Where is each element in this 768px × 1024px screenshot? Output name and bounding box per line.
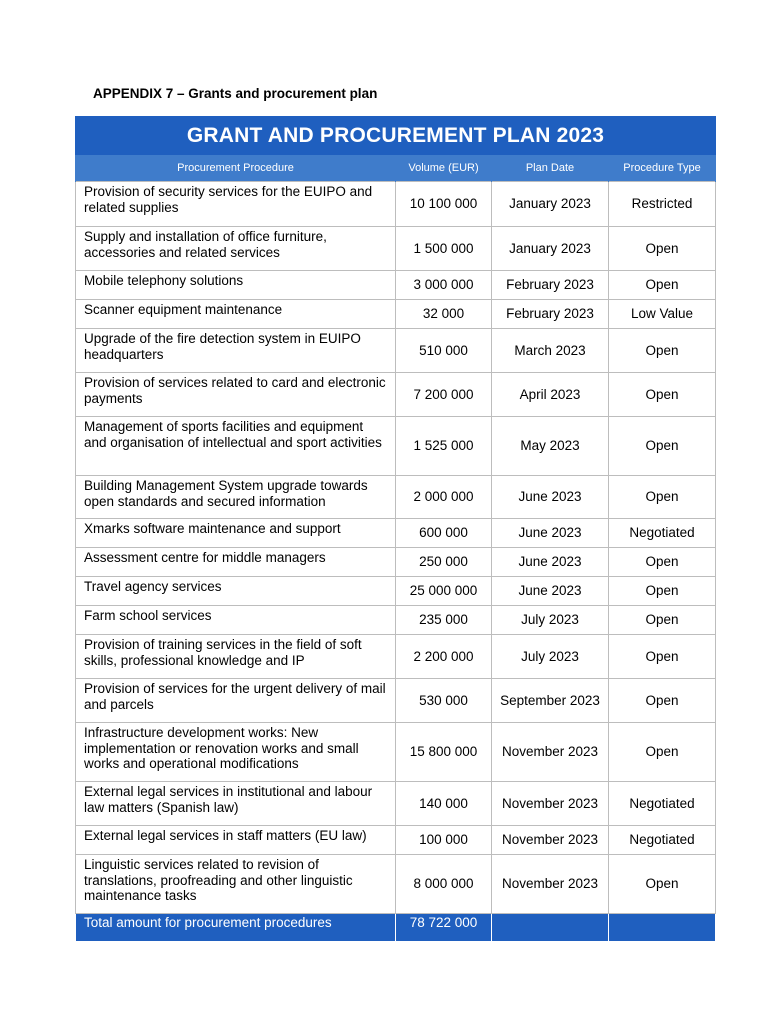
procedure-cell: Linguistic services related to revision of translations, proofreading and other linguistic maintenance tasks: [76, 855, 396, 914]
volume-cell: 100 000: [396, 826, 492, 855]
volume-cell: 2 000 000: [396, 476, 492, 519]
table-row: [76, 606, 716, 635]
header-volume: Volume (EUR): [396, 155, 492, 182]
procedure-type-cell: Negotiated: [609, 782, 716, 826]
procedure-cell: Building Management System upgrade towards open standards and secured information: [76, 476, 396, 519]
procedure-type-cell: Open: [609, 723, 716, 782]
procedure-cell: Assessment centre for middle managers: [76, 548, 396, 577]
procedure-cell: Mobile telephony solutions: [76, 271, 396, 300]
plan-date-cell: November 2023: [492, 782, 609, 826]
table-title: GRANT AND PROCUREMENT PLAN 2023: [76, 117, 716, 155]
plan-date-cell: June 2023: [492, 476, 609, 519]
plan-date-cell: November 2023: [492, 826, 609, 855]
volume-cell: 32 000: [396, 300, 492, 329]
table-row: [76, 329, 716, 373]
procurement-plan-table: [75, 116, 716, 942]
table-row: [76, 300, 716, 329]
procedure-type-cell: Low Value: [609, 300, 716, 329]
plan-date-cell: May 2023: [492, 417, 609, 476]
table-row: [76, 271, 716, 300]
table-header-row: [76, 155, 716, 182]
procedure-type-cell: Open: [609, 329, 716, 373]
volume-cell: 3 000 000: [396, 271, 492, 300]
procedure-cell: Provision of security services for the EUIPO and related supplies: [76, 182, 396, 227]
procedure-cell: Scanner equipment maintenance: [76, 300, 396, 329]
plan-date-cell: June 2023: [492, 519, 609, 548]
total-label: Total amount for procurement procedures: [76, 914, 396, 942]
procedure-type-cell: Open: [609, 855, 716, 914]
volume-cell: 8 000 000: [396, 855, 492, 914]
procedure-type-cell: Open: [609, 577, 716, 606]
table-row: [76, 476, 716, 519]
plan-date-cell: June 2023: [492, 548, 609, 577]
plan-date-cell: January 2023: [492, 182, 609, 227]
plan-date-cell: April 2023: [492, 373, 609, 417]
procedure-cell: Xmarks software maintenance and support: [76, 519, 396, 548]
procedure-type-cell: Open: [609, 227, 716, 271]
procedure-cell: Farm school services: [76, 606, 396, 635]
procedure-cell: Management of sports facilities and equipment and organisation of intellectual and sport activities: [76, 417, 396, 476]
plan-date-cell: February 2023: [492, 271, 609, 300]
table-title-row: [76, 117, 716, 155]
procedure-cell: Provision of training services in the field of soft skills, professional knowledge and IP: [76, 635, 396, 679]
procedure-type-cell: Open: [609, 679, 716, 723]
procedure-type-cell: Negotiated: [609, 826, 716, 855]
procedure-type-cell: Open: [609, 548, 716, 577]
table-row: [76, 855, 716, 914]
procedure-type-cell: Restricted: [609, 182, 716, 227]
procedure-cell: Infrastructure development works: New implementation or renovation works and small works and operational modifications: [76, 723, 396, 782]
procedure-cell: Provision of services for the urgent delivery of mail and parcels: [76, 679, 396, 723]
procedure-type-cell: Open: [609, 373, 716, 417]
procedure-cell: External legal services in staff matters (EU law): [76, 826, 396, 855]
header-procedure: Procurement Procedure: [76, 155, 396, 182]
table-row: [76, 679, 716, 723]
volume-cell: 25 000 000: [396, 577, 492, 606]
procedure-cell: Travel agency services: [76, 577, 396, 606]
table-row: [76, 182, 716, 227]
appendix-heading: APPENDIX 7 – Grants and procurement plan: [93, 86, 378, 101]
plan-date-cell: March 2023: [492, 329, 609, 373]
total-volume: 78 722 000: [396, 914, 492, 942]
procedure-type-cell: Open: [609, 417, 716, 476]
procedure-type-cell: Open: [609, 606, 716, 635]
volume-cell: 15 800 000: [396, 723, 492, 782]
procedure-cell: External legal services in institutional and labour law matters (Spanish law): [76, 782, 396, 826]
plan-date-cell: November 2023: [492, 723, 609, 782]
table-row: [76, 782, 716, 826]
volume-cell: 530 000: [396, 679, 492, 723]
volume-cell: 510 000: [396, 329, 492, 373]
plan-date-cell: September 2023: [492, 679, 609, 723]
procedure-type-cell: Open: [609, 476, 716, 519]
procedure-cell: Supply and installation of office furniture, accessories and related services: [76, 227, 396, 271]
procedure-type-cell: Negotiated: [609, 519, 716, 548]
plan-date-cell: July 2023: [492, 635, 609, 679]
volume-cell: 7 200 000: [396, 373, 492, 417]
volume-cell: 1 525 000: [396, 417, 492, 476]
total-row: [76, 914, 716, 942]
total-empty-cell: [609, 914, 716, 942]
table-row: [76, 548, 716, 577]
plan-date-cell: November 2023: [492, 855, 609, 914]
volume-cell: 600 000: [396, 519, 492, 548]
procedure-type-cell: Open: [609, 271, 716, 300]
procedure-cell: Upgrade of the fire detection system in EUIPO headquarters: [76, 329, 396, 373]
volume-cell: 1 500 000: [396, 227, 492, 271]
table-row: [76, 635, 716, 679]
volume-cell: 250 000: [396, 548, 492, 577]
plan-date-cell: June 2023: [492, 577, 609, 606]
table-row: [76, 227, 716, 271]
header-procedure-type: Procedure Type: [609, 155, 716, 182]
table-row: [76, 417, 716, 476]
procedure-type-cell: Open: [609, 635, 716, 679]
volume-cell: 140 000: [396, 782, 492, 826]
header-plan-date: Plan Date: [492, 155, 609, 182]
volume-cell: 10 100 000: [396, 182, 492, 227]
table-row: [76, 723, 716, 782]
table-row: [76, 373, 716, 417]
plan-date-cell: January 2023: [492, 227, 609, 271]
table-row: [76, 577, 716, 606]
table-row: [76, 519, 716, 548]
procedure-cell: Provision of services related to card and electronic payments: [76, 373, 396, 417]
table-row: [76, 826, 716, 855]
volume-cell: 2 200 000: [396, 635, 492, 679]
total-empty-cell: [492, 914, 609, 942]
plan-date-cell: February 2023: [492, 300, 609, 329]
volume-cell: 235 000: [396, 606, 492, 635]
plan-date-cell: July 2023: [492, 606, 609, 635]
